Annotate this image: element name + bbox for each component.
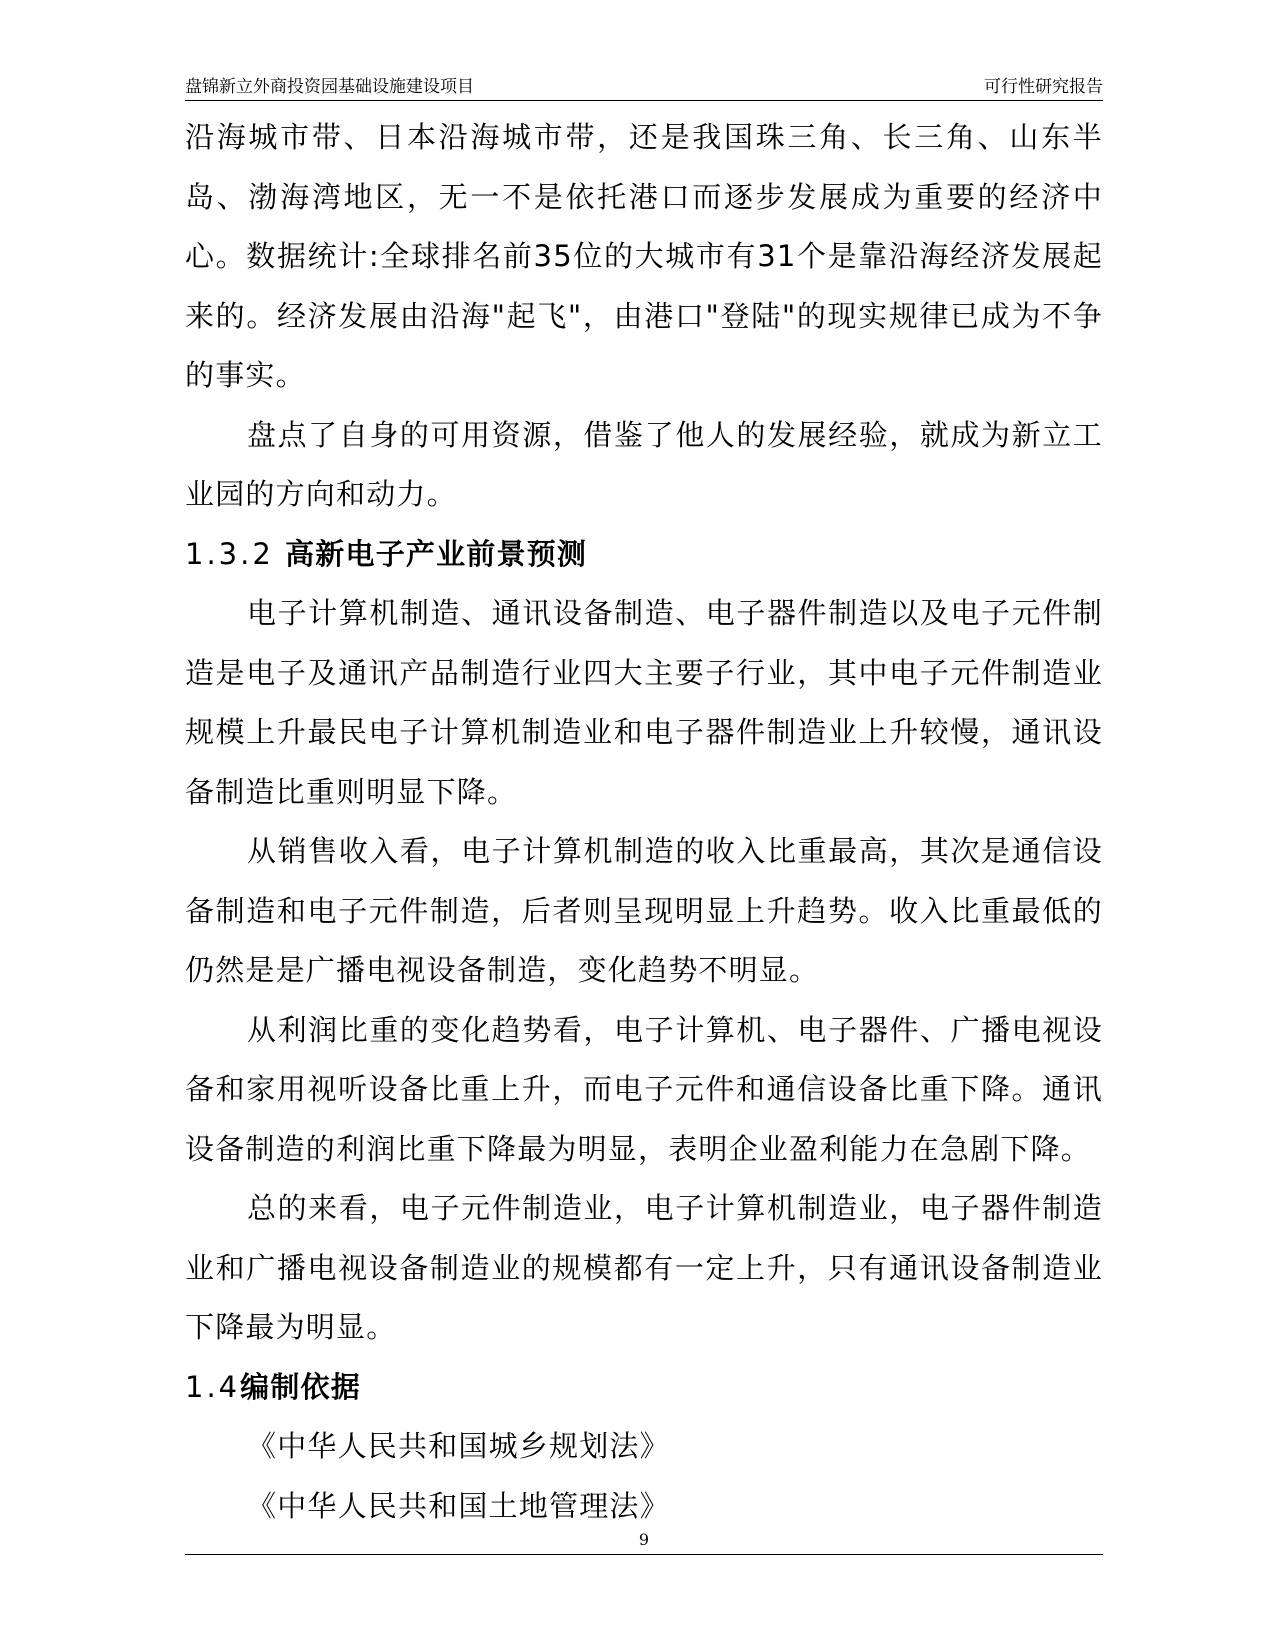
paragraph: 从销售收入看，电子计算机制造的收入比重最高，其次是通信设备制造和电子元件制造，后者则呈现明显上升趋势。收入比重最低的仍然是是广播电视设备制造，变化趋势不明显。: [185, 834, 1103, 987]
section-number: 1.4: [185, 1369, 241, 1404]
section-title: 编制依据: [240, 1369, 361, 1404]
page-header: [185, 72, 1103, 101]
section-number: 1.3.2: [185, 536, 274, 571]
page-body: [185, 108, 1103, 1536]
section-heading-1-3-2: [185, 525, 1103, 585]
law-reference: 《中华人民共和国城乡规划法》: [247, 1429, 670, 1463]
paragraph: 总的来看，电子元件制造业，电子计算机制造业，电子器件制造业和广播电视设备制造业的规模都有一定上升，只有通讯设备制造业下降最为明显。: [185, 1191, 1103, 1344]
paragraph: 沿海城市带、日本沿海城市带，还是我国珠三角、长三角、山东半岛、渤海湾地区，无一不是依托港口而逐步发展成为重要的经济中心。数据统计:全球排名前35位的大城市有31个是靠沿海经济发展起来的。经济发展由沿海"起飞"，由港口"登陆"的现实规律已成为不争的事实。: [185, 120, 1103, 392]
section-title: 高新电子产业前景预测: [285, 536, 588, 571]
paragraph: 盘点了自身的可用资源，借鉴了他人的发展经验，就成为新立工业园的方向和动力。: [185, 417, 1103, 511]
section-heading-1-4: [185, 1358, 1103, 1418]
paragraph: 电子计算机制造、通讯设备制造、电子器件制造以及电子元件制造是电子及通讯产品制造行业四大主要子行业，其中电子元件制造业规模上升最民电子计算机制造业和电子器件制造业上升较慢，通讯设备制造比重则明显下降。: [185, 596, 1103, 809]
paragraph: 从利润比重的变化趋势看，电子计算机、电子器件、广播电视设备和家用视听设备比重上升，而电子元件和通信设备比重下降。通讯设备制造的利润比重下降最为明显，表明企业盈利能力在急剧下降。: [185, 1012, 1103, 1166]
page-number: 9: [638, 1530, 650, 1549]
law-reference: 《中华人民共和国土地管理法》: [247, 1488, 670, 1523]
header-project-title: 盘锦新立外商投资园基础设施建设项目: [185, 77, 474, 97]
header-report-type: 可行性研究报告: [984, 77, 1103, 97]
page-footer: [185, 1530, 1103, 1555]
